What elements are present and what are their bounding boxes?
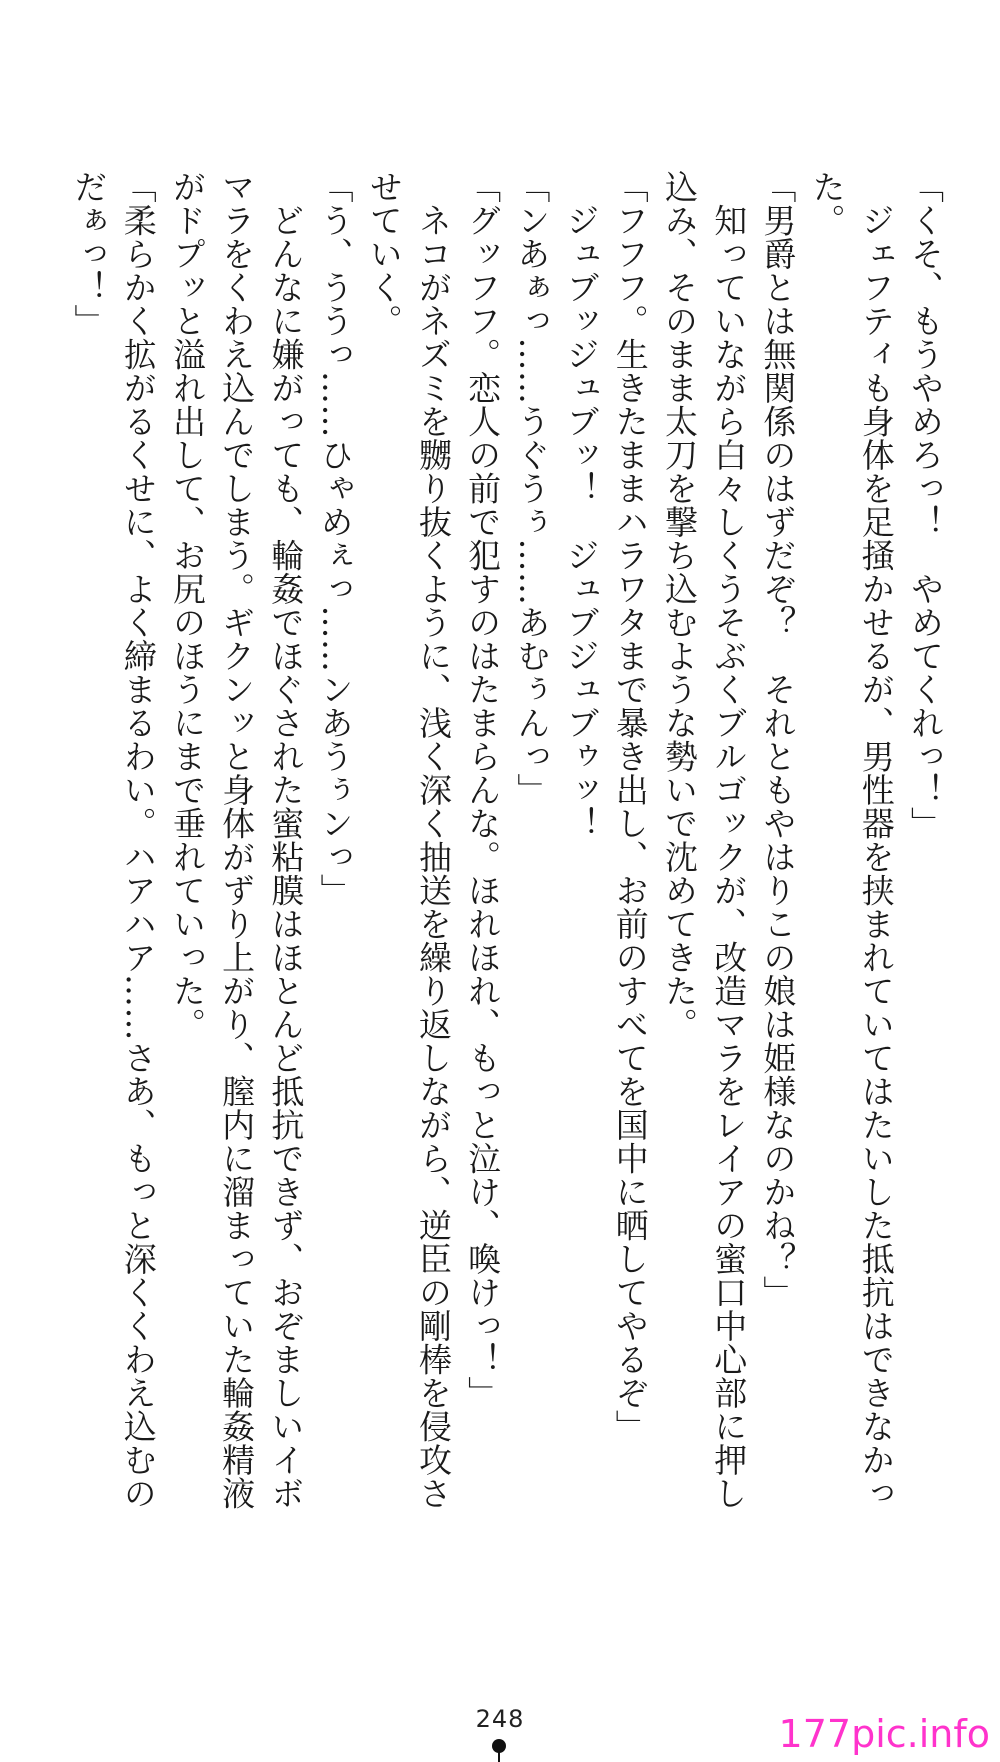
text-line: 知っていながら白々しくうそぶくブルゴックが、改造マラをレイアの蜜口中心部に押し	[709, 170, 749, 1510]
text-line: 「フフフ。生きたままハラワタまで暴き出し、お前のすべてを国中に晒してやるぞ」	[610, 170, 650, 1443]
text-line: ジュブッジュブッ！ ジュブジュブゥッ！	[561, 170, 601, 840]
folio-tick-icon	[498, 1752, 500, 1762]
folio-dot-icon	[492, 1739, 506, 1753]
text-line: 「ンあぁっ……うぐうぅ……あむぅんっ」	[512, 170, 552, 807]
text-line: ジェフティも身体を足掻かせるが、男性器を挟まれていてはたいした抵抗はできなかっ	[856, 170, 896, 1510]
text-line: 「男爵とは無関係のはずだぞ？ それともやはりこの娘は姫様なのかね？」	[758, 170, 798, 1309]
text-line: 「う、ううっ……ひゃめぇっ……ンあうぅンっ」	[315, 170, 355, 907]
vertical-text-body	[64, 170, 950, 1510]
text-line: た。	[807, 170, 847, 237]
text-line: 「グッフフ。恋人の前で犯すのはたまらんな。ほれほれ、もっと泣け、喚けっ！」	[463, 170, 503, 1410]
text-line: がドプッと溢れ出して、お尻のほうにまで垂れていった。	[167, 170, 207, 1041]
text-line: 込み、そのまま太刀を撃ち込むような勢いで沈めてきた。	[659, 170, 699, 1041]
text-line: マラをくわえ込んでしまう。ギクンッと身体がずり上がり、膣内に溜まっていた輪姦精液	[217, 170, 257, 1510]
page-number: 248	[475, 1705, 525, 1733]
text-line: どんなに嫌がっても、輪姦でほぐされた蜜粘膜はほとんど抵抗できず、おぞましいイボ	[266, 170, 306, 1510]
text-line: 「柔らかく拡がるくせに、よく締まるわい。ハアハア……さあ、もっと深くくわえ込むの	[118, 170, 158, 1510]
text-line: だぁっ！」	[69, 170, 109, 338]
text-line: 「くそ、もうやめろっ！ やめてくれっ！」	[906, 170, 945, 840]
text-line: ネコがネズミを嬲り抜くように、浅く深く抽送を繰り返しながら、逆臣の剛棒を侵攻さ	[413, 170, 453, 1510]
watermark-link[interactable]: 177pic.info	[778, 1712, 990, 1756]
text-line: せていく。	[364, 170, 404, 338]
